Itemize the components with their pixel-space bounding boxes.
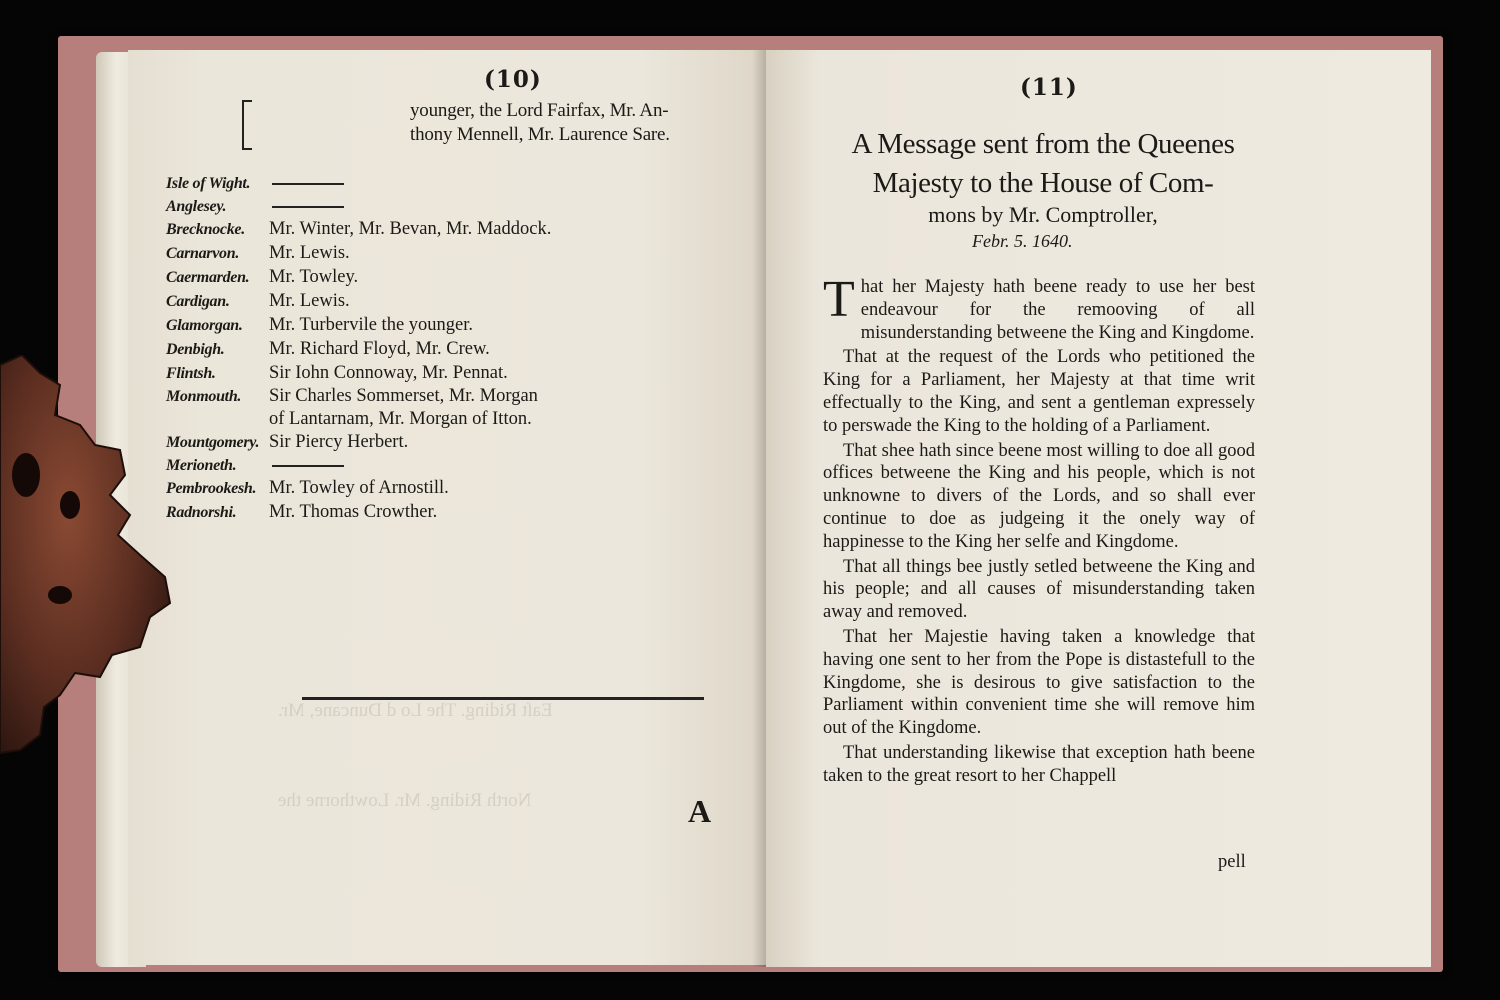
member-names: Sir Piercy Herbert. <box>269 432 409 452</box>
county-entry <box>166 478 449 502</box>
paragraph-6-text: That understanding likewise that exception hath beene taken to the great resort to her Chappell <box>823 742 1255 786</box>
blank-dash <box>272 183 344 185</box>
member-names: Mr. Turbervile the younger. <box>269 315 474 335</box>
member-names: Mr. Thomas Crowther. <box>269 502 438 522</box>
paragraph-2-text: That at the request of the Lords who petitioned the King for a Parliament, her Majesty at that time writ effectually to the King, and sent a gentleman expressely to perswade the King to the holding of a Parliament. <box>823 347 1255 436</box>
member-names: Mr. Lewis. <box>269 243 350 263</box>
county-entry <box>166 409 532 433</box>
county-name: Anglesey. <box>166 198 227 215</box>
message-date: Febr. 5. 1640. <box>972 231 1073 251</box>
member-names: Mr. Towley of Arnostill. <box>269 478 449 498</box>
county-entry <box>166 267 358 291</box>
county-name: Merioneth. <box>166 457 237 474</box>
county-name: Cardigan. <box>166 293 230 310</box>
blank-dash <box>272 206 344 208</box>
paragraph-4 <box>823 556 1255 624</box>
show-through-text: North Riding. Mr. Lowthorne the <box>278 790 532 811</box>
paragraph-4-text: That all things bee justly setled betweene the King and his people; and all causes of misunderstanding taken away and removed. <box>823 556 1255 623</box>
county-entry <box>166 432 408 456</box>
county-entry <box>166 219 551 243</box>
horizontal-rule <box>302 697 704 700</box>
paragraph-6 <box>823 742 1255 788</box>
brace-mark <box>242 100 252 150</box>
paragraph-3-text: That shee hath since beene most willing to doe all good offices betweene the King and his people, which is not unknowne to divers of the Lords, and so shall ever continue to doe as judgeing it the onely way of happinesse to the King her selfe and Kingdome. <box>823 440 1255 552</box>
county-entry <box>166 502 437 526</box>
title-line-1: A Message sent from the Queenes <box>851 128 1235 160</box>
signature-mark: A <box>688 793 712 829</box>
member-names: Mr. Lewis. <box>269 291 350 311</box>
continuation-line-1: younger, the Lord Fairfax, Mr. An- <box>410 100 669 121</box>
paragraph-5-text: That her Majestie having taken a knowledge that having one sent to her from the Pope is distastefull to the Kingdome, she is desirous to give satisfaction to the Parliament within convenient time she will remove him out of the Kingdome. <box>823 626 1255 739</box>
title-line-2: Majesty to the House of Com- <box>872 167 1214 199</box>
county-name: Radnorshi. <box>166 504 237 521</box>
county-entry <box>166 173 344 197</box>
county-entry <box>166 455 344 479</box>
county-entry <box>166 243 350 267</box>
member-names: Sir Iohn Connoway, Mr. Pennat. <box>269 363 508 383</box>
message-body <box>823 271 1255 790</box>
county-entry <box>166 315 473 339</box>
paragraph-2 <box>823 346 1255 437</box>
member-names: Mr. Towley. <box>269 267 359 287</box>
county-name: Glamorgan. <box>166 317 243 334</box>
county-name: Pembrookesh. <box>166 480 257 497</box>
county-name: Isle of Wight. <box>166 175 251 192</box>
blank-dash <box>272 465 344 467</box>
county-name: Brecknocke. <box>166 221 245 238</box>
paragraph-1 <box>823 271 1255 344</box>
title-line-3: mons by Mr. Comptroller, <box>928 202 1158 227</box>
county-name: Flintsh. <box>166 365 216 382</box>
county-name: Carnarvon. <box>166 245 240 262</box>
member-names: Mr. Richard Floyd, Mr. Crew. <box>269 339 490 359</box>
county-entry <box>166 363 508 387</box>
page-number-right: (11) <box>1020 74 1078 101</box>
county-entry <box>166 339 490 363</box>
catchword: pell <box>1218 852 1246 872</box>
county-name: Denbigh. <box>166 341 225 358</box>
county-entry <box>166 291 350 315</box>
show-through-text: Eaſt Riding. The Lo d Duncane, Mr. <box>278 700 553 721</box>
county-entry <box>166 386 538 410</box>
continuation-line-2: thony Mennell, Mr. Laurence Sare. <box>410 124 670 145</box>
drop-cap: T <box>823 271 855 328</box>
page-number-left: (10) <box>484 66 542 93</box>
member-names: Sir Charles Sommerset, Mr. Morgan <box>269 386 538 406</box>
page-weight-shape <box>0 355 170 753</box>
county-entry <box>166 196 344 220</box>
county-name: Monmouth. <box>166 388 242 405</box>
page-weight <box>0 355 180 775</box>
county-name: Mountgomery. <box>166 434 260 451</box>
member-names: of Lantarnam, Mr. Morgan of Itton. <box>269 409 532 429</box>
paragraph-3 <box>823 440 1255 554</box>
county-name: Caermarden. <box>166 269 250 286</box>
member-names: Mr. Winter, Mr. Bevan, Mr. Maddock. <box>269 219 552 239</box>
paragraph-1-text: hat her Majesty hath beene ready to use her best endeavour for the remooving of all misunderstanding betweene the King and Kingdome. <box>860 277 1255 343</box>
paragraph-5 <box>823 626 1255 740</box>
